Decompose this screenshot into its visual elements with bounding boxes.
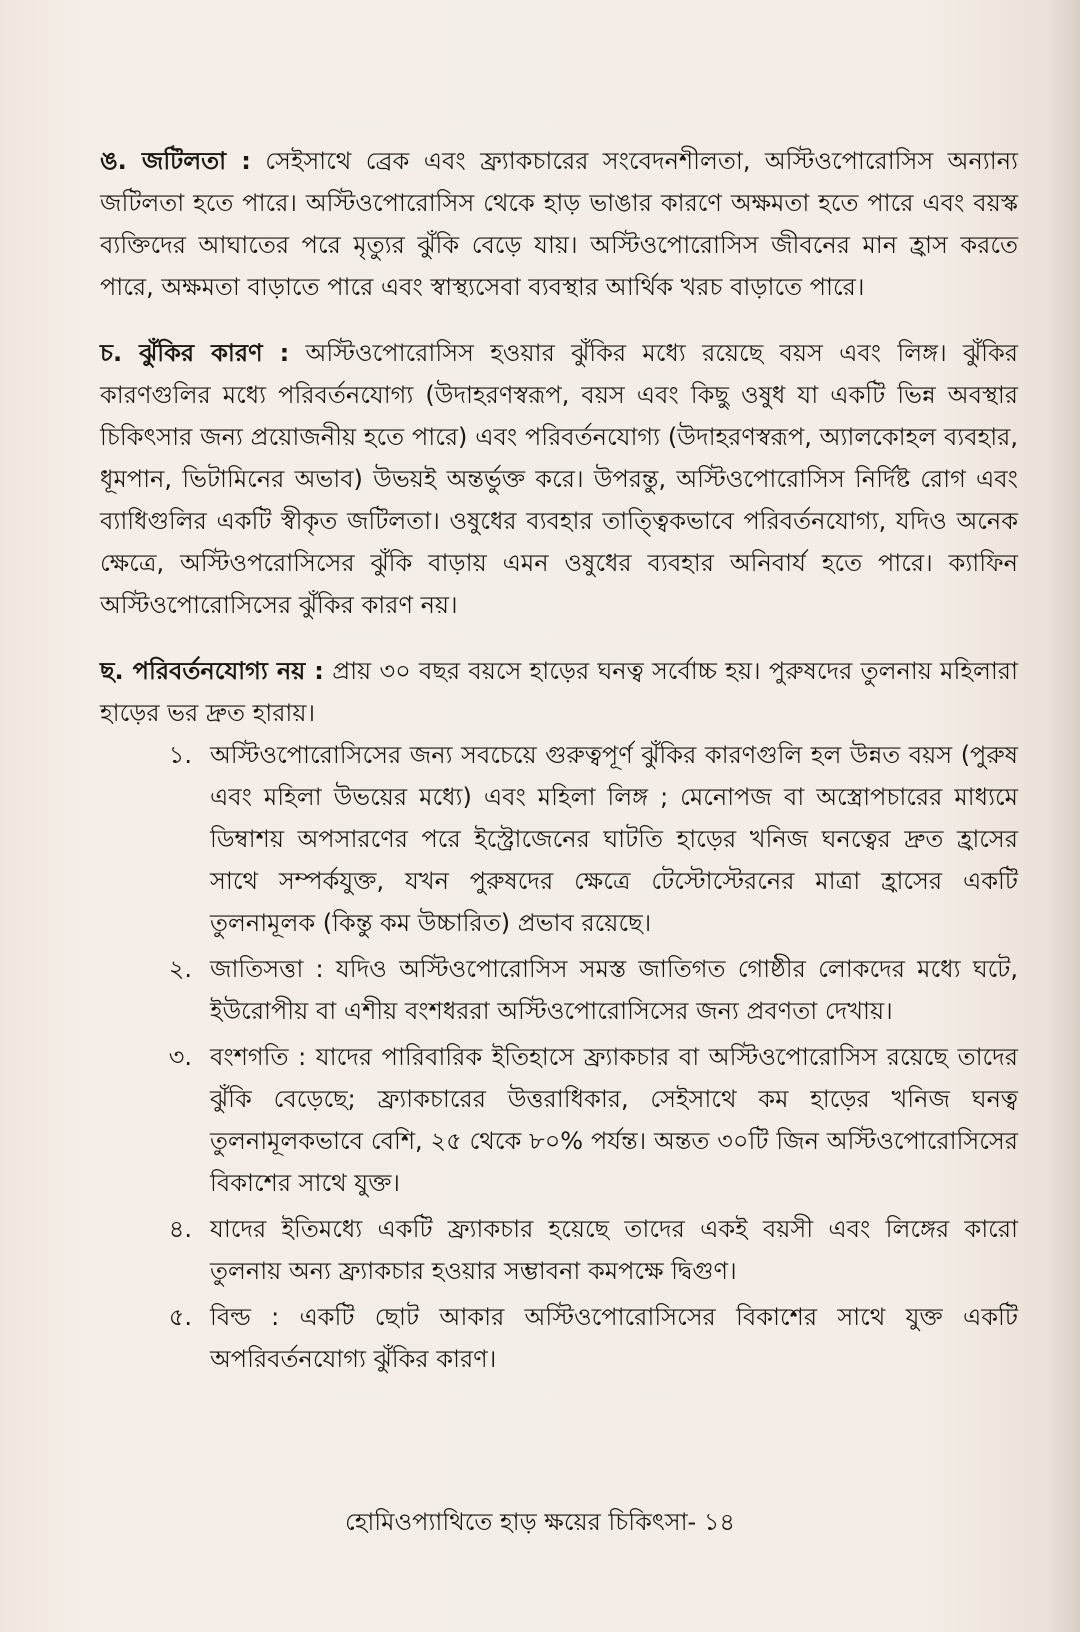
list-item-number: ১. bbox=[168, 741, 192, 769]
list-item bbox=[100, 734, 1018, 944]
section-heading: চ. ঝুঁকির কারণ : bbox=[100, 339, 290, 367]
page-footer: হোমিওপ্যাথিতে হাড় ক্ষয়ের চিকিৎসা- ১৪ bbox=[344, 1508, 735, 1536]
section-text: অস্টিওপোরোসিস হওয়ার ঝুঁকির মধ্যে রয়েছে বয়স এবং লিঙ্গ। ঝুঁকির কারণগুলির মধ্যে পরিবর্তনযোগ্য (উদাহরণস্বরূপ, বয়স এবং কিছু ওষুধ যা একটি ভিন্ন অবস্থার চিকিৎসার জন্য প্রয়োজনীয় হতে পারে) এবং পরিবর্তনযোগ্য (উদাহরণস্বরূপ, অ্যালকোহল ব্যবহার, ধূমপান, ভিটামিনের অভাব) উভয়ই অন্তর্ভুক্ত করে। উপরন্তু, অস্টিওপোরোসিস নির্দিষ্ট রোগ এবং ব্যাধিগুলির একটি স্বীকৃত জটিলতা। ওষুধের ব্যবহার তাত্ত্বিকভাবে পরিবর্তনযোগ্য, যদিও অনেক ক্ষেত্রে, অস্টিওপরোসিসের ঝুঁকি বাড়ায় এমন ওষুধের ব্যবহার অনিবার্য হতে পারে। ক্যাফিন অস্টিওপোরোসিসের ঝুঁকির কারণ নয়। bbox=[100, 339, 1018, 619]
section-complications bbox=[100, 140, 1018, 308]
list-item bbox=[100, 1036, 1018, 1204]
section-heading: ছ. পরিবর্তনযোগ্য নয় : bbox=[100, 657, 324, 685]
list-item bbox=[100, 1208, 1018, 1292]
section-non-modifiable bbox=[100, 650, 1018, 734]
list-item bbox=[100, 1296, 1018, 1380]
list-item-text: বংশগতি : যাদের পারিবারিক ইতিহাসে ফ্র্যাকচার বা অস্টিওপোরোসিস রয়েছে তাদের ঝুঁকি বেড়েছে; ফ্র্যাকচারের উত্তরাধিকার, সেইসাথে কম হাড়ের খনিজ ঘনত্ব তুলনামূলকভাবে বেশি, ২৫ থেকে ৮০% পর্যন্ত। অন্তত ৩০টি জিন অস্টিওপোরোসিসের বিকাশের সাথে যুক্ত। bbox=[210, 1043, 1018, 1197]
list-item-text: অস্টিওপোরোসিসের জন্য সবচেয়ে গুরুত্বপূর্ণ ঝুঁকির কারণগুলি হল উন্নত বয়স (পুরুষ এবং মহিলা উভয়ের মধ্যে) এবং মহিলা লিঙ্গ ; মেনোপজ বা অস্ত্রোপচারের মাধ্যমে ডিম্বাশয় অপসারণের পরে ইস্ট্রোজেনের ঘাটতি হাড়ের খনিজ ঘনত্বের দ্রুত হ্রাসের সাথে সম্পর্কযুক্ত, যখন পুরুষদের ক্ষেত্রে টেস্টোস্টেরনের মাত্রা হ্রাসের একটি তুলনামূলক (কিন্তু কম উচ্চারিত) প্রভাব রয়েছে। bbox=[210, 741, 1018, 937]
section-heading: ঙ. জটিলতা : bbox=[100, 147, 251, 175]
list-item bbox=[100, 948, 1018, 1032]
list-item-text: যাদের ইতিমধ্যে একটি ফ্র্যাকচার হয়েছে তাদের একই বয়সী এবং লিঙ্গের কারো তুলনায় অন্য ফ্র্যাকচার হওয়ার সম্ভাবনা কমপক্ষে দ্বিগুণ। bbox=[210, 1215, 1018, 1285]
page-content bbox=[100, 140, 1018, 1384]
list-item-number: ২. bbox=[168, 955, 192, 983]
list-item-number: ৩. bbox=[168, 1043, 192, 1071]
list-item-number: ৪. bbox=[168, 1215, 192, 1243]
section-text: প্রায় ৩০ বছর বয়সে হাড়ের ঘনত্ব সর্বোচ্চ হয়। পুরুষদের তুলনায় মহিলারা হাড়ের ভর দ্রুত হারায়। bbox=[100, 657, 1018, 727]
risk-factor-list bbox=[100, 734, 1018, 1380]
list-item-number: ৫. bbox=[168, 1303, 192, 1331]
section-text: সেইসাথে ব্রেক এবং ফ্র্যাকচারের সংবেদনশীলতা, অস্টিওপোরোসিস অন্যান্য জটিলতা হতে পারে। অস্টিওপোরোসিস থেকে হাড় ভাঙার কারণে অক্ষমতা হতে পারে এবং বয়স্ক ব্যক্তিদের আঘাতের পরে মৃত্যুর ঝুঁকি বেড়ে যায়। অস্টিওপোরোসিস জীবনের মান হ্রাস করতে পারে, অক্ষমতা বাড়াতে পারে এবং স্বাস্থ্যসেবা ব্যবস্থার আর্থিক খরচ বাড়াতে পারে। bbox=[100, 147, 1018, 301]
list-item-text: বিল্ড : একটি ছোট আকার অস্টিওপোরোসিসের বিকাশের সাথে যুক্ত একটি অপরিবর্তনযোগ্য ঝুঁকির কারণ। bbox=[210, 1303, 1018, 1373]
list-item-text: জাতিসত্তা : যদিও অস্টিওপোরোসিস সমস্ত জাতিগত গোষ্ঠীর লোকদের মধ্যে ঘটে, ইউরোপীয় বা এশীয় বংশধররা অস্টিওপোরোসিসের জন্য প্রবণতা দেখায়। bbox=[210, 955, 1018, 1025]
section-risk-factors bbox=[100, 332, 1018, 626]
